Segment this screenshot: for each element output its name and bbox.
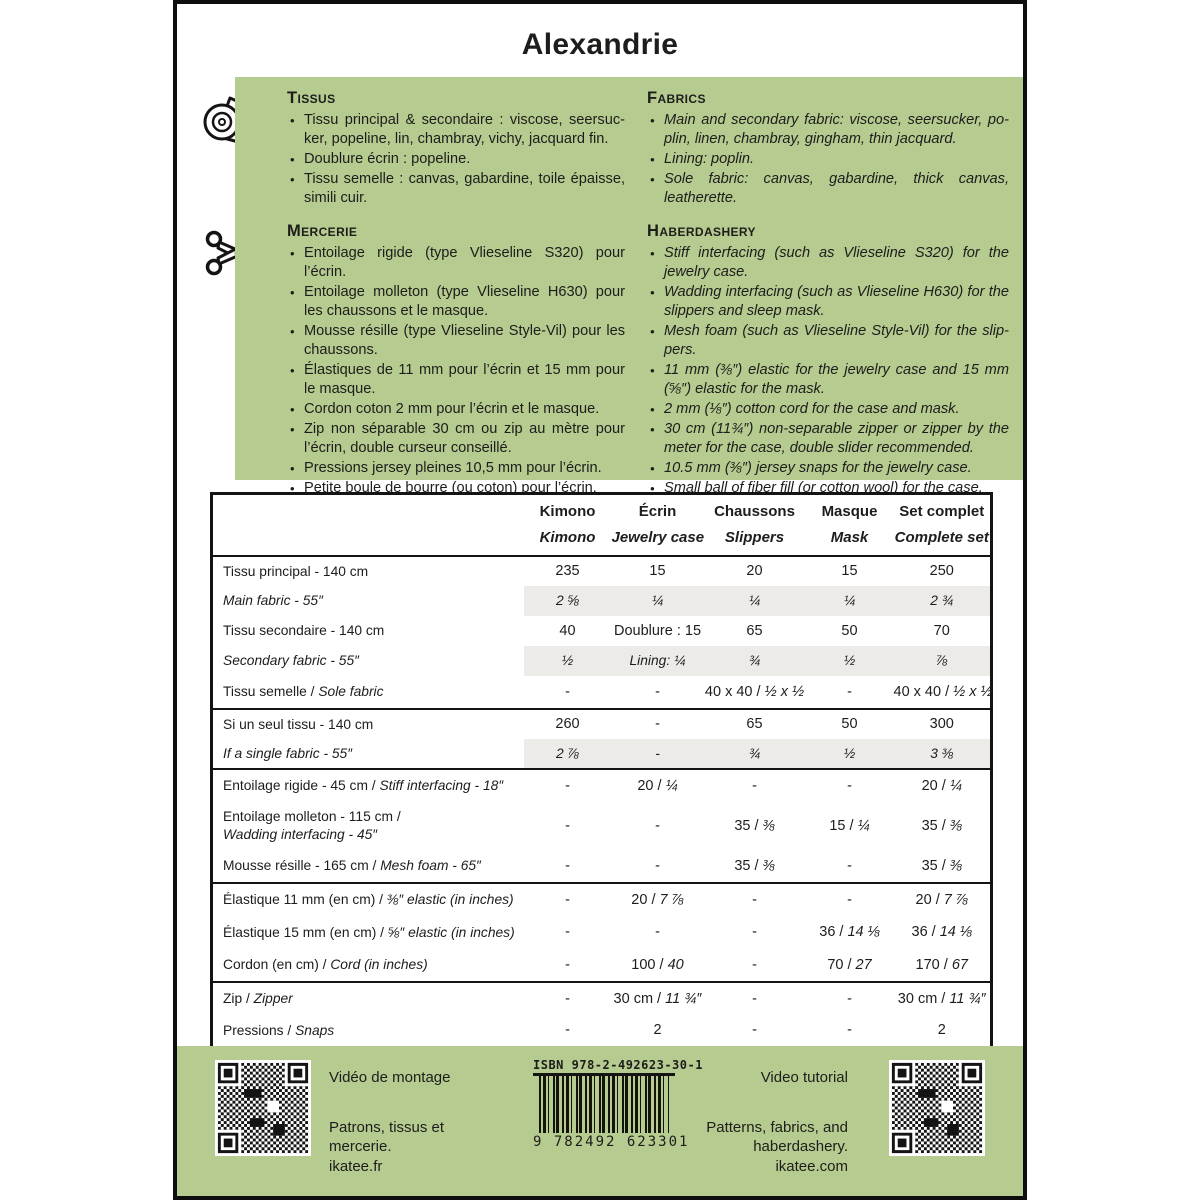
- table-cell: 65: [746, 622, 763, 639]
- footer-right-text: [658, 1068, 848, 1176]
- materials-item: • Pressions jersey pleines 10,5 mm pour l’écrin.: [287, 459, 625, 478]
- table-cell: 3 ⅜: [894, 739, 992, 769]
- table-row: [212, 586, 992, 616]
- materials-item: • Doublure écrin : popeline.: [287, 150, 625, 169]
- row-label: Cordon (en cm) / Cord (in inches): [223, 957, 428, 972]
- table-row: [212, 616, 992, 646]
- isbn-label: ISBN 978-2-492623-30-1: [533, 1058, 675, 1076]
- table-cell: 30 cm / 11 ¾″: [613, 990, 702, 1007]
- table-row: [212, 802, 992, 850]
- section-heading: Haberdashery: [647, 222, 756, 240]
- row-label: Pressions / Snaps: [223, 1022, 335, 1038]
- table-cell: -: [847, 891, 852, 908]
- column-header: Kimono Kimono: [539, 503, 596, 547]
- materials-item: • 10.5 mm (⅜″) jersey snaps for the jewelry case.: [647, 459, 1009, 478]
- column-header: Écrin Jewelry case: [611, 503, 705, 547]
- table-cell: 70: [933, 622, 950, 639]
- footer-right-url: ikatee.com: [775, 1158, 848, 1175]
- table-cell: -: [565, 891, 570, 908]
- materials-item: • 11 mm (⅜″) elastic for the jewelry case and 15 mm (⅝″) elastic for the mask.: [647, 361, 1009, 399]
- materials-section: [287, 89, 625, 208]
- table-cell: 35 / ⅜: [734, 817, 775, 834]
- table-row: [212, 850, 992, 883]
- table-cell: -: [565, 924, 570, 940]
- table-cell: -: [612, 739, 704, 769]
- table-row: [212, 1015, 992, 1048]
- table-cell: 15: [841, 563, 858, 579]
- table-cell: 40 x 40 / ½ x ½: [893, 683, 993, 700]
- table-cell: -: [565, 817, 570, 834]
- column-header: Masque Mask: [821, 503, 878, 547]
- materials-item: • 2 mm (⅛″) cotton cord for the case and mask.: [647, 400, 1009, 419]
- materials-item: • 30 cm (11¾″) non-separable zipper or zipper by the meter for the case, double slider recommended.: [647, 420, 1009, 458]
- table-cell: 2 ⅝: [524, 586, 612, 616]
- materials-panel: [235, 77, 1023, 496]
- table-cell: -: [752, 891, 757, 908]
- footer-left-text: [329, 1068, 487, 1176]
- row-label: Entoilage molleton - 115 cm / Wadding interfacing - 45″: [223, 808, 401, 842]
- table-cell: 35 / ⅜: [921, 817, 962, 834]
- table-cell: Lining: ¼: [612, 646, 704, 676]
- table-cell: 100 / 40: [631, 956, 684, 973]
- table-cell: 300: [929, 716, 954, 732]
- table-cell: ¼: [612, 586, 704, 616]
- table-cell: ¾: [704, 739, 806, 769]
- page-title: Alexandrie: [521, 28, 679, 61]
- materials-item: • Zip non séparable 30 cm ou zip au mètre pour l’écrin, double curseur conseillé.: [287, 420, 625, 458]
- table-cell: -: [752, 1022, 757, 1039]
- table-cell: 235: [555, 563, 580, 579]
- row-label: Main fabric - 55″: [223, 593, 323, 608]
- table-cell: ½: [806, 739, 894, 769]
- table-cell: 2 ¾: [894, 586, 992, 616]
- table-cell: -: [655, 857, 660, 874]
- table-cell: -: [565, 857, 570, 874]
- materials-item: • Wadding interfacing (such as Vlieseline H630) for the slippers and sleep mask.: [647, 283, 1009, 321]
- row-label: Élastique 15 mm (en cm) / ⅝″ elastic (in inches): [223, 924, 515, 940]
- table-cell: ¼: [806, 586, 894, 616]
- table-cell: Doublure : 15: [613, 622, 702, 639]
- barcode-bars: [539, 1076, 669, 1133]
- table-cell: -: [847, 777, 852, 794]
- table-cell: -: [752, 956, 757, 973]
- column-header: Set complet Complete set: [894, 503, 989, 547]
- footer-right-line2: Patterns, fabrics, and haberdashery.: [706, 1119, 848, 1155]
- table-row: [212, 739, 992, 769]
- table-cell: 20 / ¼: [921, 777, 962, 794]
- table-cell: ¾: [704, 646, 806, 676]
- materials-item: • Sole fabric: canvas, gabardine, thick canvas, leatherette.: [647, 170, 1009, 208]
- row-label: Secondary fabric - 55″: [223, 653, 360, 668]
- materials-item: • Entoilage molleton (type Vlieseline H630) pour les chaussons et le masque.: [287, 283, 625, 321]
- table-cell: 250: [929, 563, 954, 579]
- qr-code-video-tutorial-fr: [215, 1060, 311, 1156]
- barcode-digits: 9 782492 623301: [533, 1134, 690, 1150]
- qr-code-video-tutorial-en: [889, 1060, 985, 1156]
- table-cell: ⅞: [894, 646, 992, 676]
- pattern-back-cover: [173, 0, 1027, 1200]
- table-cell: 50: [841, 716, 858, 732]
- table-row: [212, 916, 992, 949]
- materials-item: • Tissu principal & secondaire : viscose, seersucker, popeline, lin, chambray, vichy, jacquard fin.: [287, 111, 625, 149]
- table-cell: 2: [937, 1022, 946, 1039]
- footer-left-line2: Patrons, tissus et mercerie.: [329, 1119, 445, 1155]
- table-cell: 15: [649, 563, 666, 579]
- table-cell: 170 / 67: [915, 956, 968, 973]
- footer-right-line1: Video tutorial: [760, 1069, 848, 1086]
- row-label: Entoilage rigide - 45 cm / Stiff interfacing - 18″: [223, 778, 504, 793]
- table-cell: 15 / ¼: [829, 817, 870, 834]
- footer-band: [177, 1046, 1023, 1196]
- table-cell: 35 / ⅜: [734, 857, 775, 874]
- table-cell: 20 / 7 ⅞: [915, 891, 968, 908]
- table-cell: -: [752, 990, 757, 1007]
- materials-item: • Small ball of fiber fill (or cotton wool) for the case.: [647, 479, 1009, 498]
- materials-item: • Main and secondary fabric: viscose, seersucker, poplin, linen, chambray, gingham, thin jacquard.: [647, 111, 1009, 149]
- table-cell: ½: [806, 646, 894, 676]
- table-cell: 50: [841, 622, 858, 639]
- row-label: Élastique 11 mm (en cm) / ⅜″ elastic (in inches): [223, 892, 514, 907]
- footer-left-line1: Vidéo de montage: [329, 1069, 451, 1086]
- table-cell: 40: [559, 622, 576, 639]
- table-row: [212, 646, 992, 676]
- materials-section: [647, 222, 1009, 498]
- table-cell: -: [655, 716, 660, 732]
- materials-section: [287, 222, 625, 498]
- table-cell: 40 x 40 / ½ x ½: [704, 683, 805, 700]
- table-cell: 2: [653, 1022, 662, 1039]
- section-heading: Mercerie: [287, 222, 358, 240]
- table-row: [212, 883, 992, 916]
- materials-item: • Mesh foam (such as Vlieseline Style-Vil) for the slippers.: [647, 322, 1009, 360]
- requirements-table: [210, 492, 993, 1049]
- table-cell: -: [847, 1022, 852, 1039]
- table-row: [212, 769, 992, 802]
- materials-item: • Mousse résille (type Vlieseline Style-Vil) pour les chaussons.: [287, 322, 625, 360]
- materials-item: • Tissu semelle : canvas, gabardine, toile épaisse, simili cuir.: [287, 170, 625, 208]
- table-row: [212, 556, 992, 586]
- table-row: [212, 676, 992, 709]
- table-cell: 36 / 14 ⅛: [819, 924, 880, 940]
- table-cell: -: [565, 990, 570, 1007]
- row-label: Mousse résille - 165 cm / Mesh foam - 65″: [223, 858, 481, 873]
- row-label: Zip / Zipper: [223, 991, 293, 1006]
- row-label: Tissu secondaire - 140 cm: [223, 623, 385, 638]
- materials-list: [287, 111, 625, 208]
- isbn-barcode: [533, 1058, 703, 1150]
- table-cell: 65: [746, 716, 763, 732]
- table-row: [212, 982, 992, 1015]
- table-cell: 30 cm / 11 ¾″: [897, 990, 986, 1007]
- table-cell: -: [847, 857, 852, 874]
- column-header: Chaussons Slippers: [714, 503, 795, 547]
- table-row: [212, 709, 992, 739]
- table-cell: 20 / 7 ⅞: [631, 891, 684, 908]
- table-cell: -: [847, 683, 852, 700]
- section-heading: Tissus: [287, 89, 336, 107]
- table-cell: -: [655, 817, 660, 834]
- table-cell: 35 / ⅜: [921, 857, 962, 874]
- table-cell: -: [752, 924, 757, 940]
- footer-left-url: ikatee.fr: [329, 1158, 383, 1175]
- section-heading: Fabrics: [647, 89, 706, 107]
- table-cell: 20 / ¼: [637, 777, 678, 794]
- table-cell: -: [752, 777, 757, 794]
- table-cell: -: [847, 990, 852, 1007]
- table-cell: 2 ⅞: [524, 739, 612, 769]
- row-label: Si un seul tissu - 140 cm: [223, 716, 374, 732]
- table-header-row: [212, 494, 992, 556]
- materials-item: • Cordon coton 2 mm pour l’écrin et le masque.: [287, 400, 625, 419]
- materials-column-french: [287, 87, 625, 496]
- requirements-table-wrap: [210, 492, 993, 1049]
- materials-list: [647, 111, 1009, 208]
- row-label: If a single fabric - 55″: [223, 745, 353, 761]
- table-cell: -: [655, 924, 660, 940]
- table-cell: -: [565, 956, 570, 973]
- materials-list: [287, 244, 625, 498]
- materials-item: • Stiff interfacing (such as Vlieseline S320) for the jewelry case.: [647, 244, 1009, 282]
- table-cell: 70 / 27: [827, 956, 872, 973]
- table-row: [212, 949, 992, 982]
- materials-item: • Élastiques de 11 mm pour l’écrin et 15 mm pour le masque.: [287, 361, 625, 399]
- materials-item: • Lining: poplin.: [647, 150, 1009, 169]
- row-label: Tissu semelle / Sole fabric: [223, 684, 384, 699]
- row-label: Tissu principal - 140 cm: [223, 563, 369, 579]
- table-cell: 36 / 14 ⅛: [911, 924, 972, 940]
- materials-column-english: [647, 87, 1009, 496]
- table-cell: 20: [746, 563, 763, 579]
- materials-item: • Petite boule de bourre (ou coton) pour l’écrin.: [287, 479, 625, 498]
- materials-section: [647, 89, 1009, 208]
- table-cell: -: [565, 683, 570, 700]
- table-cell: -: [565, 777, 570, 794]
- materials-list: [647, 244, 1009, 498]
- table-cell: -: [655, 683, 660, 700]
- table-cell: ¼: [704, 586, 806, 616]
- table-cell: 260: [555, 716, 580, 732]
- table-cell: ½: [524, 646, 612, 676]
- materials-item: • Entoilage rigide (type Vlieseline S320) pour l’écrin.: [287, 244, 625, 282]
- table-cell: -: [565, 1022, 570, 1039]
